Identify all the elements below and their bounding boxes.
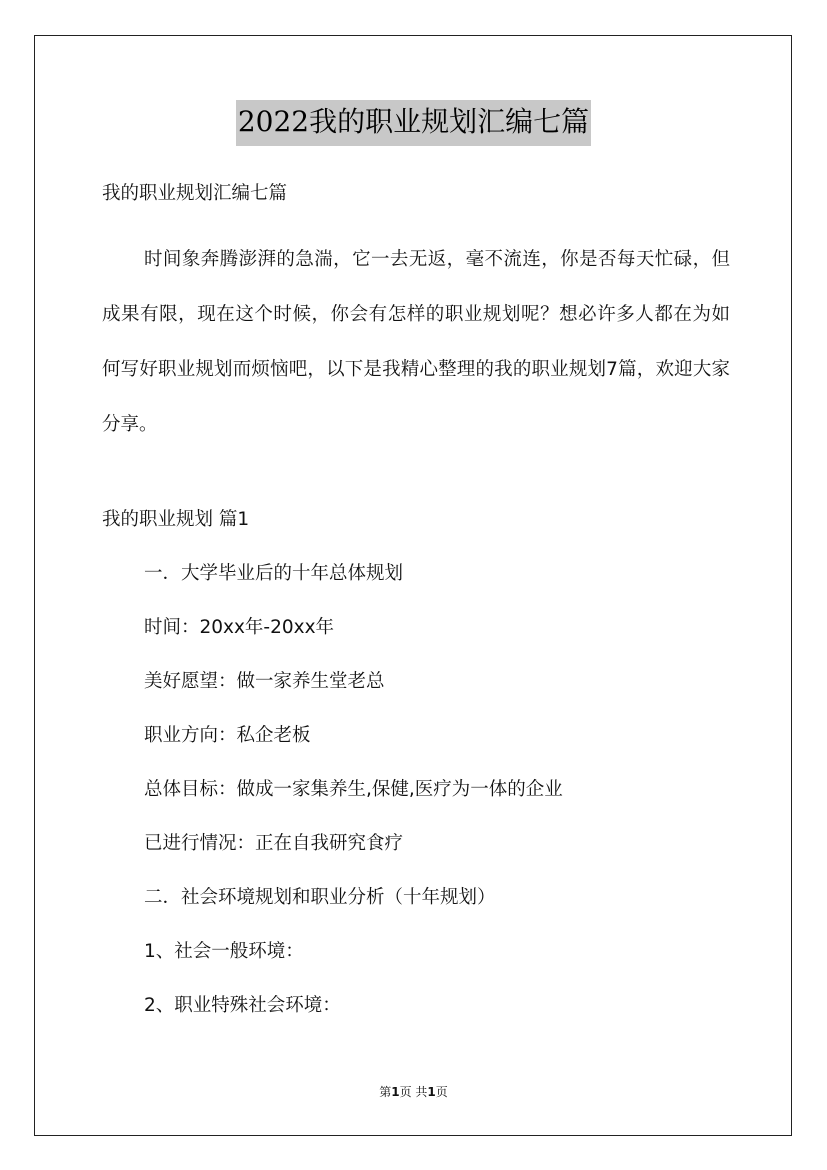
intro-paragraph: 时间象奔腾澎湃的急湍，它一去无返，毫不流连，你是否每天忙碌，但成果有限，现在这个时候，你会有怎样的职业规划呢？想必许多人都在为如何写好职业规划而烦恼吧，以下是我精心整理的我的职业规划7篇，欢迎大家分享。 [102, 249, 730, 435]
title-container [0, 100, 827, 146]
list-item: 1、社会一般环境： [144, 941, 304, 962]
list-item: 时间：20xx年-20xx年 [144, 617, 335, 638]
page-total: 1 [427, 1085, 436, 1099]
list-item: 已进行情况：正在自我研究食疗 [144, 833, 404, 854]
section-heading: 我的职业规划 篇1 [102, 509, 250, 530]
list-item: 美好愿望：做一家养生堂老总 [144, 671, 385, 692]
document-title: 2022我的职业规划汇编七篇 [236, 100, 591, 146]
page-number: 1 [391, 1085, 400, 1099]
footer-label: 页 共 [399, 1085, 428, 1099]
subtitle: 我的职业规划汇编七篇 [102, 183, 288, 204]
list-item: 一．大学毕业后的十年总体规划 [144, 563, 404, 584]
list-item: 2、职业特殊社会环境： [144, 995, 341, 1016]
page-footer [0, 1084, 827, 1100]
footer-label: 页 [435, 1085, 448, 1099]
list-item: 总体目标：做成一家集养生,保健,医疗为一体的企业 [144, 779, 563, 800]
list-item: 职业方向：私企老板 [144, 725, 311, 746]
footer-label: 第 [379, 1085, 392, 1099]
list-item: 二．社会环境规划和职业分析（十年规划） [144, 887, 496, 908]
